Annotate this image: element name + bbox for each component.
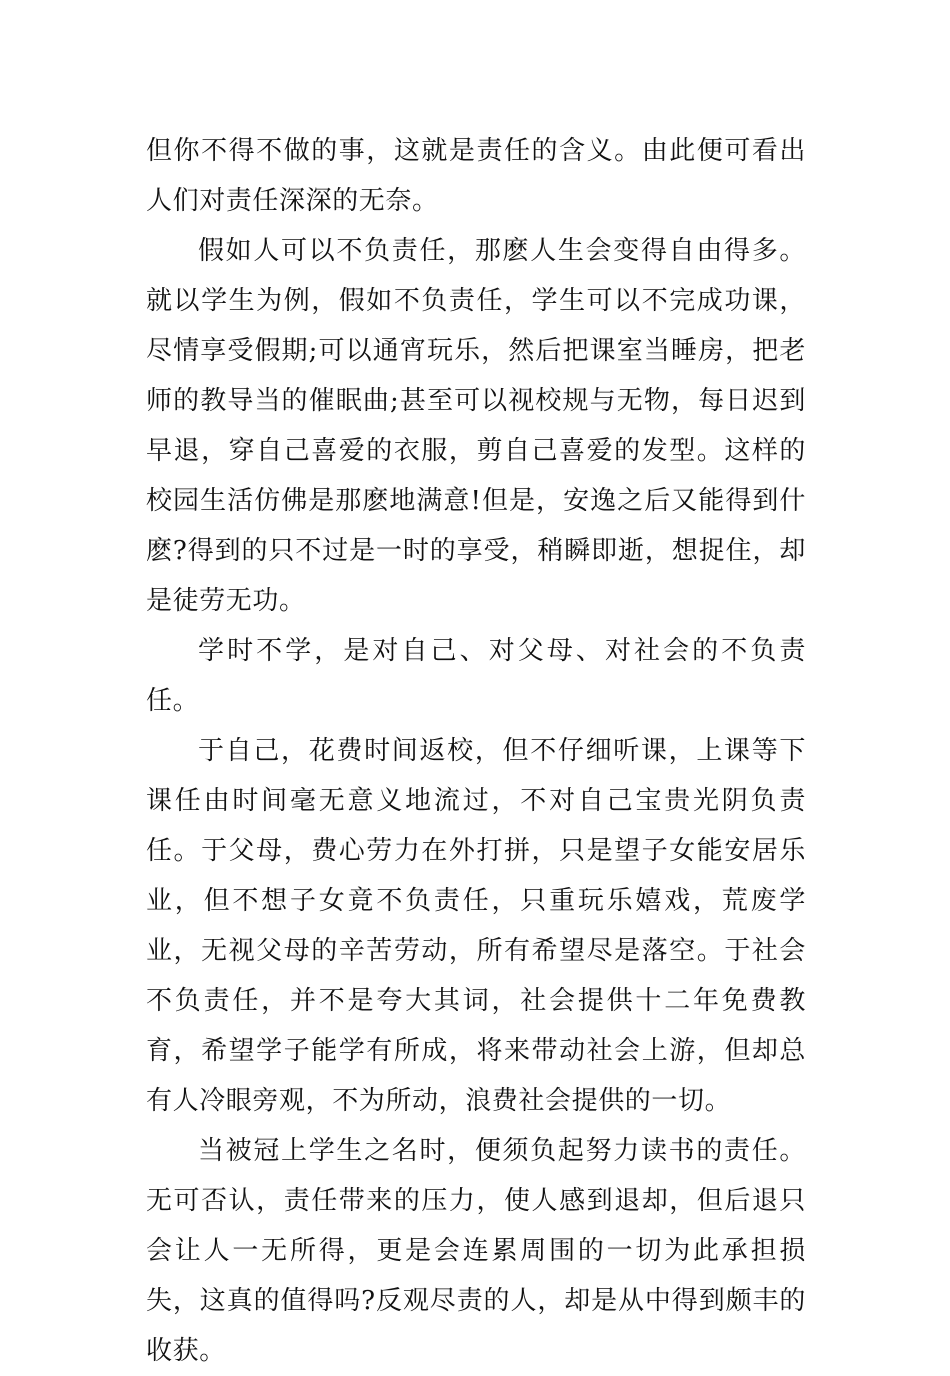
paragraph-4: 于自己，花费时间返校，但不仔细听课，上课等下课任由时间毫无意义地流过，不对自己宝贵光阴负责任。于父母，费心劳力在外打拼，只是望子女能安居乐业，但不想子女竟不负责任，只重玩乐嬉戏，荒废学业，无视父母的辛苦劳动，所有希望尽是落空。于社会不负责任，并不是夸大其词，社会提供十二年免费教育，希望学子能学有所成，将来带动社会上游，但却总有人冷眼旁观，不为所动，浪费社会提供的一切。 (146, 736, 806, 1116)
paragraph-1: 但你不得不做的事，这就是责任的含义。由此便可看出人们对责任深深的无奈。 (146, 136, 806, 216)
paragraph-2: 假如人可以不负责任，那麽人生会变得自由得多。就以学生为例，假如不负责任，学生可以不完成功课，尽情享受假期;可以通宵玩乐，然后把课室当睡房，把老师的教导当的催眠曲;甚至可以视校规与无物，每日迟到早退，穿自己喜爱的衣服，剪自己喜爱的发型。这样的校园生活仿佛是那麽地满意!但是，安逸之后又能得到什麽?得到的只不过是一时的享受，稍瞬即逝，想捉住，却是徒劳无功。 (146, 236, 806, 616)
document-body (146, 126, 806, 1376)
paragraph-3: 学时不学，是对自己、对父母、对社会的不负责任。 (146, 636, 806, 716)
paragraph-5: 当被冠上学生之名时，便须负起努力读书的责任。无可否认，责任带来的压力，使人感到退却，但后退只会让人一无所得，更是会连累周围的一切为此承担损失，这真的值得吗?反观尽责的人，却是从中得到颇丰的收获。 (146, 1136, 806, 1366)
